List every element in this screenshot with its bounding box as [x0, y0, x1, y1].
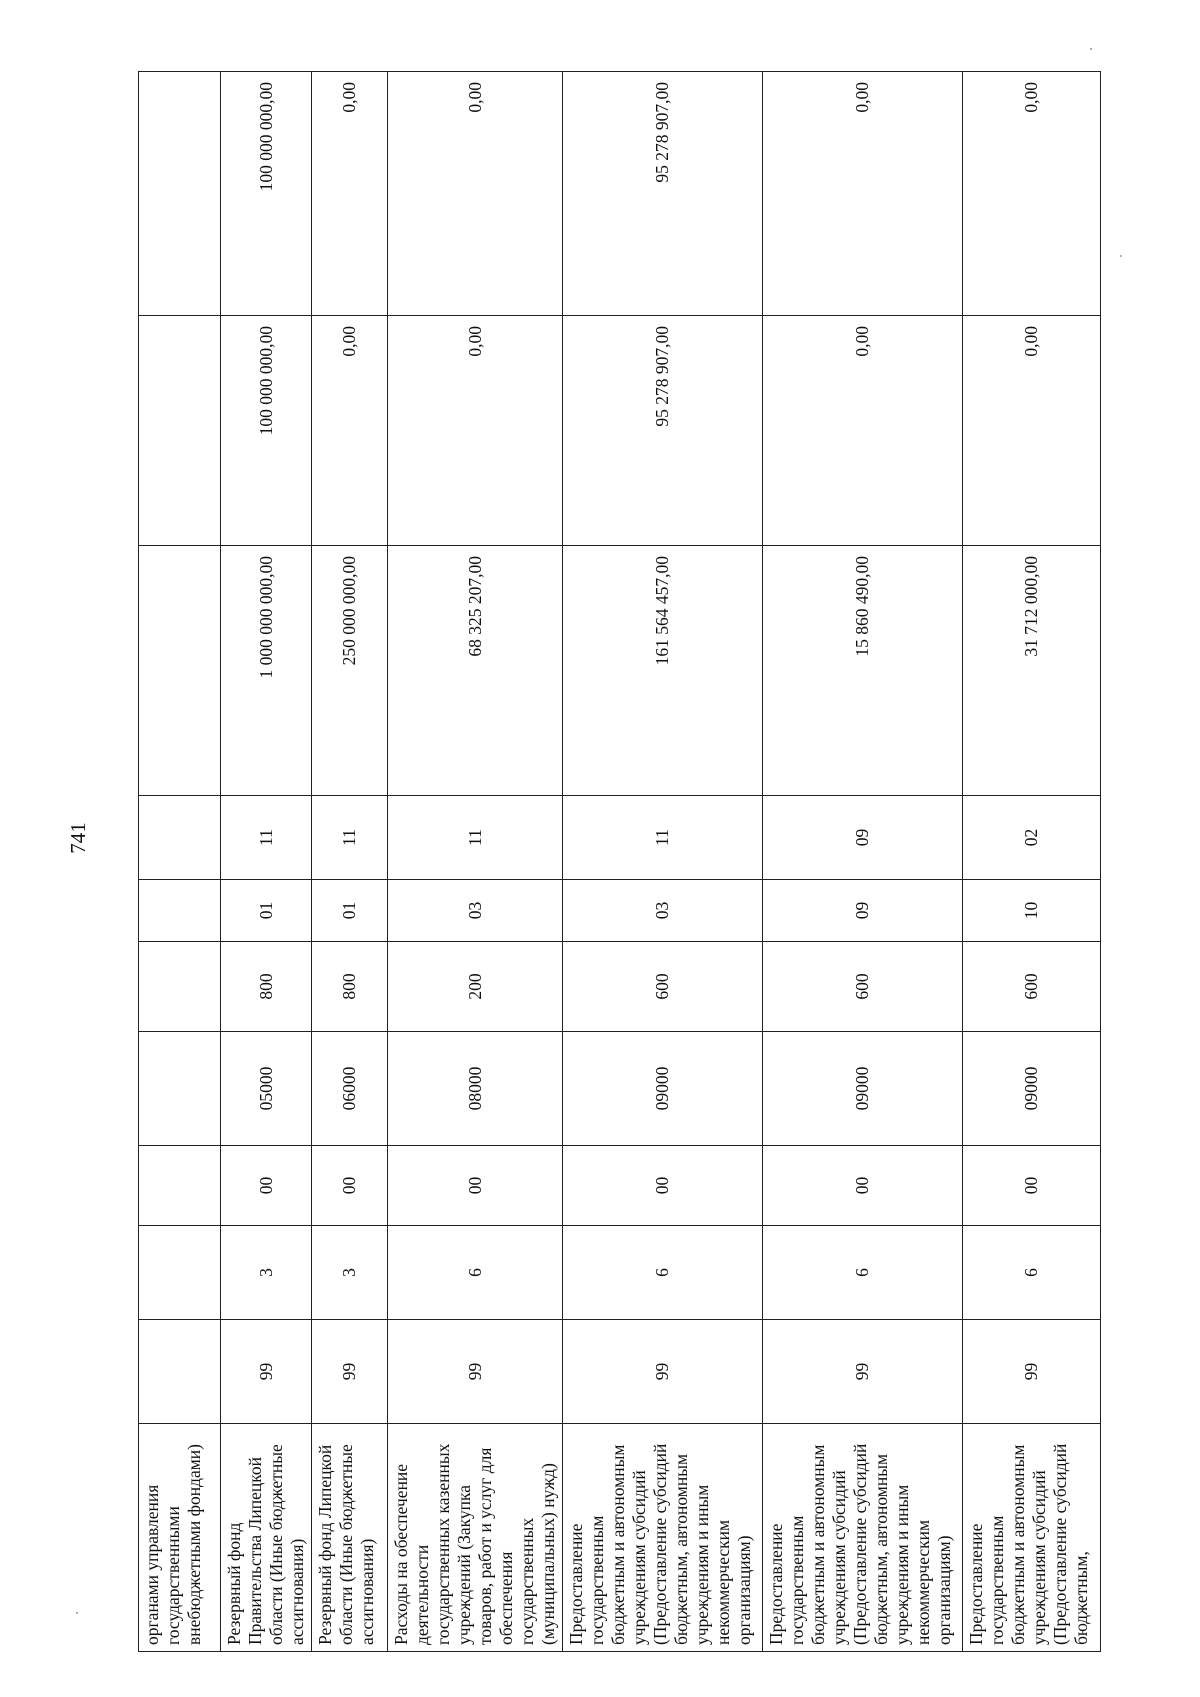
- subprogram-code: 3: [221, 1226, 312, 1320]
- row-description: Предоставление государственным бюджетным и автономным учреждениям субсидий (Предоставление субсидий бюджетным, автономным учреждениям и иным некоммерческим организациям): [763, 1424, 963, 1652]
- section-code: 10: [963, 880, 1101, 942]
- scan-speck: [76, 1612, 78, 1614]
- expense-type-code: 800: [221, 942, 312, 1032]
- subprogram-code: 6: [388, 1226, 563, 1320]
- table-row: [763, 72, 963, 1652]
- subsection-code: 11: [221, 796, 312, 880]
- direction-code: [139, 1032, 221, 1146]
- direction-code: 08000: [388, 1032, 563, 1146]
- main-event-code: 00: [563, 1146, 763, 1226]
- amount-year-1: 31 712 000,00: [963, 546, 1101, 796]
- expense-type-code: 800: [312, 942, 388, 1032]
- subsection-code: 11: [312, 796, 388, 880]
- amount-year-3: 0,00: [963, 72, 1101, 316]
- section-code: 01: [312, 880, 388, 942]
- amount-year-2: 0,00: [763, 316, 963, 546]
- subsection-code: 09: [763, 796, 963, 880]
- row-description: органами управления государственными внебюджетными фондами): [139, 1424, 221, 1652]
- expense-type-code: 600: [963, 942, 1101, 1032]
- program-code: 99: [312, 1320, 388, 1424]
- subsection-code: [139, 796, 221, 880]
- program-code: [139, 1320, 221, 1424]
- amount-year-2: 0,00: [312, 316, 388, 546]
- table-row: [139, 72, 221, 1652]
- direction-code: 09000: [763, 1032, 963, 1146]
- row-description: Резервный фонд Липецкой области (Иные бюджетные ассигнования): [312, 1424, 388, 1652]
- program-code: 99: [221, 1320, 312, 1424]
- row-description: Предоставление государственным бюджетным и автономным учреждениям субсидий (Предоставление субсидий бюджетным, автономным учреждениям и иным некоммерческим организациям): [563, 1424, 763, 1652]
- amount-year-3: 0,00: [763, 72, 963, 316]
- program-code: 99: [388, 1320, 563, 1424]
- main-event-code: 00: [312, 1146, 388, 1226]
- table-frame: [138, 72, 1091, 1652]
- direction-code: 09000: [963, 1032, 1101, 1146]
- amount-year-2: 0,00: [388, 316, 563, 546]
- subprogram-code: 6: [563, 1226, 763, 1320]
- expense-type-code: 600: [763, 942, 963, 1032]
- table-row: [221, 72, 312, 1652]
- main-event-code: 00: [388, 1146, 563, 1226]
- page-number: 741: [66, 822, 90, 854]
- scan-speck: [1120, 255, 1122, 257]
- amount-year-3: 100 000 000,00: [221, 72, 312, 316]
- table-row: [388, 72, 563, 1652]
- table-row: [563, 72, 763, 1652]
- amount-year-2: [139, 316, 221, 546]
- direction-code: 06000: [312, 1032, 388, 1146]
- amount-year-1: [139, 546, 221, 796]
- amount-year-3: [139, 72, 221, 316]
- amount-year-1: 68 325 207,00: [388, 546, 563, 796]
- direction-code: 09000: [563, 1032, 763, 1146]
- expense-type-code: [139, 942, 221, 1032]
- subprogram-code: [139, 1226, 221, 1320]
- subsection-code: 11: [563, 796, 763, 880]
- row-description: Предоставление государственным бюджетным и автономным учреждениям субсидий (Предоставление субсидий бюджетным,: [963, 1424, 1101, 1652]
- subprogram-code: 3: [312, 1226, 388, 1320]
- expense-type-code: 600: [563, 942, 763, 1032]
- budget-table: [138, 71, 1101, 1652]
- amount-year-3: 95 278 907,00: [563, 72, 763, 316]
- main-event-code: 00: [763, 1146, 963, 1226]
- main-event-code: 00: [221, 1146, 312, 1226]
- table-row: [963, 72, 1101, 1652]
- main-event-code: 00: [963, 1146, 1101, 1226]
- main-event-code: [139, 1146, 221, 1226]
- direction-code: 05000: [221, 1032, 312, 1146]
- section-code: 01: [221, 880, 312, 942]
- section-code: 03: [388, 880, 563, 942]
- section-code: 09: [763, 880, 963, 942]
- amount-year-3: 0,00: [312, 72, 388, 316]
- amount-year-2: 0,00: [963, 316, 1101, 546]
- subprogram-code: 6: [963, 1226, 1101, 1320]
- amount-year-2: 95 278 907,00: [563, 316, 763, 546]
- section-code: 03: [563, 880, 763, 942]
- row-description: Резервный фонд Правительства Липецкой области (Иные бюджетные ассигнования): [221, 1424, 312, 1652]
- subsection-code: 02: [963, 796, 1101, 880]
- amount-year-3: 0,00: [388, 72, 563, 316]
- amount-year-1: 15 860 490,00: [763, 546, 963, 796]
- amount-year-2: 100 000 000,00: [221, 316, 312, 546]
- amount-year-1: 161 564 457,00: [563, 546, 763, 796]
- section-code: [139, 880, 221, 942]
- subprogram-code: 6: [763, 1226, 963, 1320]
- program-code: 99: [763, 1320, 963, 1424]
- amount-year-1: 1 000 000 000,00: [221, 546, 312, 796]
- program-code: 99: [563, 1320, 763, 1424]
- program-code: 99: [963, 1320, 1101, 1424]
- scan-speck: [1090, 48, 1092, 50]
- row-description: Расходы на обеспечение деятельности государственных казенных учреждений (Закупка товаров, работ и услуг для обеспечения государственных (муниципальных) нужд): [388, 1424, 563, 1652]
- amount-year-1: 250 000 000,00: [312, 546, 388, 796]
- subsection-code: 11: [388, 796, 563, 880]
- expense-type-code: 200: [388, 942, 563, 1032]
- table-row: [312, 72, 388, 1652]
